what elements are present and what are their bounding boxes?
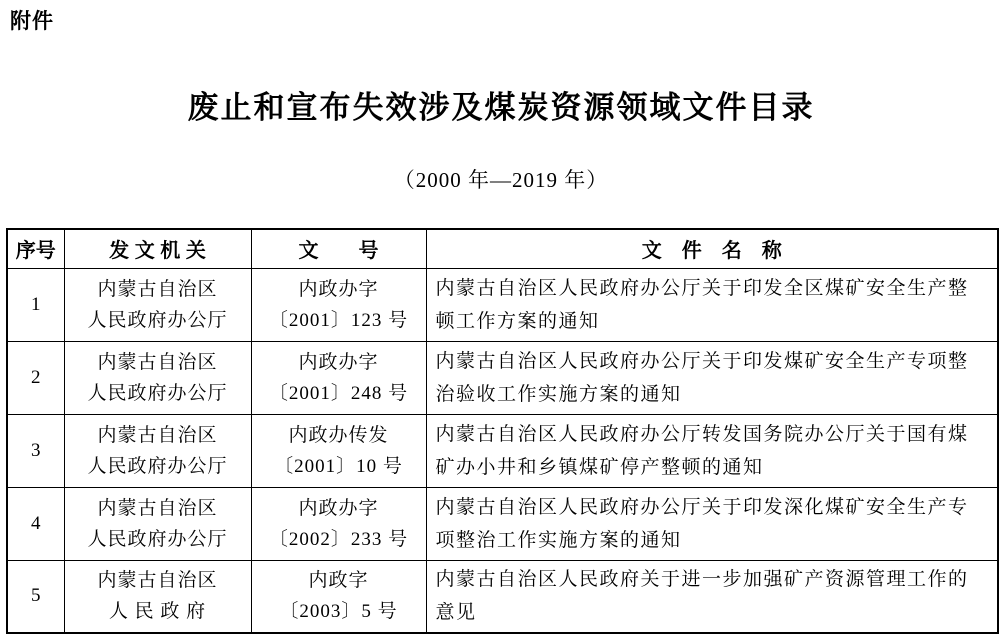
cell-document-name: 内蒙古自治区人民政府办公厅转发国务院办公厅关于国有煤矿办小井和乡镇煤矿停产整顿的通知: [426, 414, 998, 487]
cell-document-number: [251, 268, 426, 341]
cell-document-number: [251, 414, 426, 487]
header-document-name: 文 件 名 称: [426, 229, 998, 268]
cell-document-name: 内蒙古自治区人民政府办公厅关于印发深化煤矿安全生产专项整治工作实施方案的通知: [426, 487, 998, 560]
attachment-label: 附件: [10, 10, 54, 33]
cell-issuing-agency: [64, 560, 251, 633]
cell-document-number: [251, 560, 426, 633]
table-body: [7, 268, 998, 633]
document-number-line: 内政办字: [298, 497, 379, 519]
header-issuing-agency: 发 文 机 关: [64, 229, 251, 268]
table-row: [7, 560, 998, 633]
document-number-line: 内政字: [308, 570, 369, 592]
cell-issuing-agency: [64, 341, 251, 414]
agency-line: 内蒙古自治区: [97, 570, 218, 592]
cell-document-number: [251, 487, 426, 560]
agency-line: 人民政府办公厅: [87, 382, 228, 404]
table-row: [7, 487, 998, 560]
table-row: [7, 268, 998, 341]
cell-document-name: 内蒙古自治区人民政府办公厅关于印发煤矿安全生产专项整治验收工作实施方案的通知: [426, 341, 998, 414]
cell-issuing-agency: [64, 414, 251, 487]
cell-issuing-agency: [64, 268, 251, 341]
cell-serial-number: 5: [7, 560, 64, 633]
cell-issuing-agency: [64, 487, 251, 560]
header-document-number: 文 号: [251, 229, 426, 268]
agency-line: 内蒙古自治区: [97, 278, 218, 300]
agency-line: 内蒙古自治区: [97, 351, 218, 373]
document-table: [6, 228, 999, 634]
page-title: 废止和宣布失效涉及煤炭资源领域文件目录: [187, 90, 815, 125]
cell-serial-number: 1: [7, 268, 64, 341]
cell-document-name: 内蒙古自治区人民政府关于进一步加强矿产资源管理工作的意见: [426, 560, 998, 633]
agency-line: 人民政府办公厅: [87, 455, 228, 477]
table-row: [7, 341, 998, 414]
document-number-line: 内政办字: [298, 351, 379, 373]
agency-line: 人民政府办公厅: [87, 528, 228, 550]
agency-line: 内蒙古自治区: [97, 497, 218, 519]
table-header-row: [7, 229, 998, 268]
page-subtitle: （2000 年—2019 年）: [393, 168, 609, 192]
agency-line: 内蒙古自治区: [97, 424, 218, 446]
document-number-line: 内政办传发: [288, 424, 389, 446]
document-number-line: 〔2001〕248 号: [268, 382, 409, 404]
cell-serial-number: 3: [7, 414, 64, 487]
cell-document-name: 内蒙古自治区人民政府办公厅关于印发全区煤矿安全生产整顿工作方案的通知: [426, 268, 998, 341]
document-number-line: 〔2003〕5 号: [279, 601, 398, 623]
document-number-line: 〔2001〕10 号: [274, 455, 403, 477]
header-serial-number: 序号: [7, 229, 64, 268]
document-number-line: 〔2002〕233 号: [268, 528, 409, 550]
cell-serial-number: 4: [7, 487, 64, 560]
cell-document-number: [251, 341, 426, 414]
cell-serial-number: 2: [7, 341, 64, 414]
document-number-line: 内政办字: [298, 278, 379, 300]
agency-line: 人 民 政 府: [108, 601, 207, 623]
table-row: [7, 414, 998, 487]
document-number-line: 〔2001〕123 号: [268, 309, 409, 331]
agency-line: 人民政府办公厅: [87, 309, 228, 331]
